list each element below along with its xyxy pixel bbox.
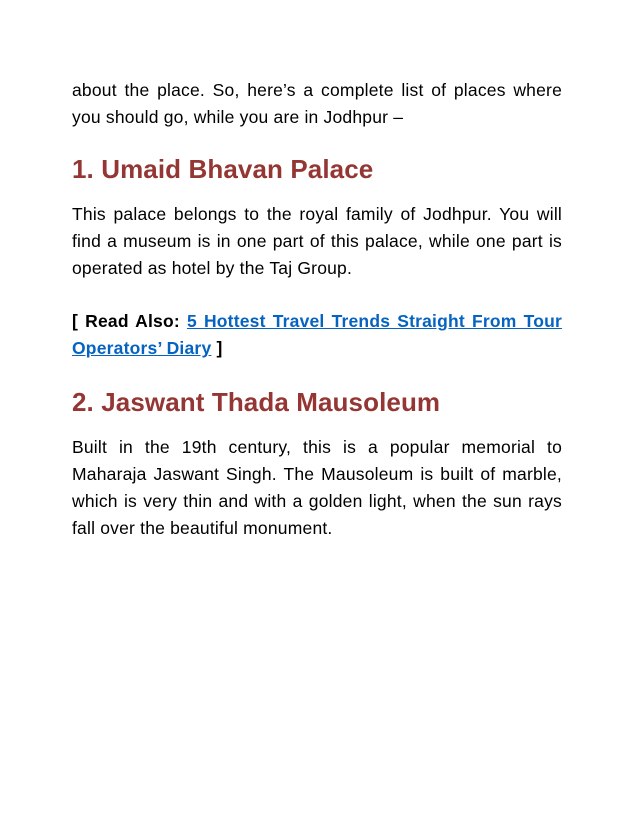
- read-also-link[interactable]: 5 Hottest Travel Trends Straight From Tour Operators’ Diary: [72, 311, 563, 358]
- read-also-close-bracket: ]: [216, 338, 223, 358]
- read-also-label: Read Also:: [85, 311, 180, 331]
- section-body-umaid-bhavan: This palace belongs to the royal family of Jodhpur. You will find a museum is in one part of this palace, while one part is operated as hotel by the Taj Group.: [72, 204, 562, 278]
- spacer: [72, 282, 562, 308]
- section-body-jaswant-thada: Built in the 19th century, this is a popular memorial to Maharaja Jaswant Singh. The Mausoleum is built of marble, which is very thin and with a golden light, when the sun rays fall over the beautiful monument.: [72, 437, 562, 538]
- spacer: [72, 187, 562, 201]
- intro-paragraph: about the place. So, here’s a complete list of places where you should go, while you are in Jodhpur –: [72, 80, 562, 127]
- read-also-paragraph: [72, 308, 562, 362]
- section-heading-jaswant-thada: 2. Jaswant Thada Mausoleum: [72, 387, 441, 417]
- spacer: [72, 420, 562, 434]
- section-heading-umaid-bhavan: 1. Umaid Bhavan Palace: [72, 154, 374, 184]
- spacer: [72, 362, 562, 384]
- read-also-open-bracket: [: [72, 311, 79, 331]
- spacer: [72, 131, 562, 151]
- document-page: [72, 77, 562, 542]
